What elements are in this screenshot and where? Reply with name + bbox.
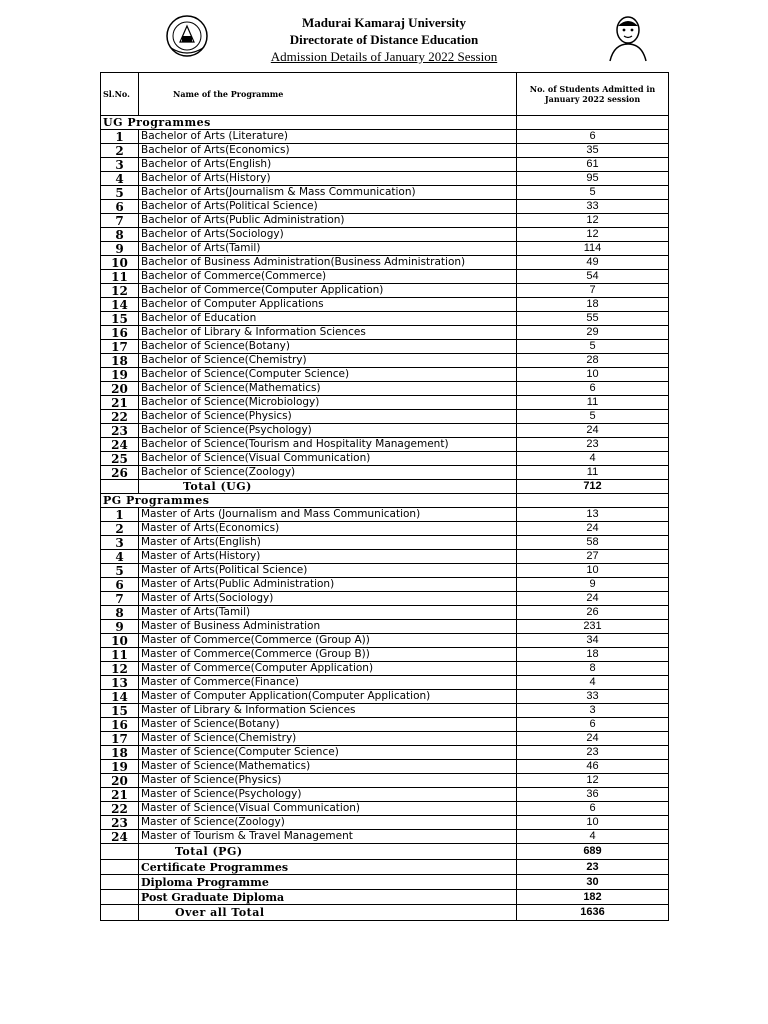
student-count-cell: 24 [517,522,669,536]
serial-number-cell: 10 [101,634,139,648]
student-count-cell: 6 [517,718,669,732]
pg-programme-row [101,634,669,648]
student-count-cell: 61 [517,158,669,172]
student-count-cell: 7 [517,284,669,298]
serial-number-cell: 1 [101,508,139,522]
serial-number-cell: 8 [101,228,139,242]
serial-number-cell: 15 [101,704,139,718]
programme-name-cell: Master of Science(Physics) [139,774,517,788]
programme-name-cell: Bachelor of Science(Botany) [139,340,517,354]
programme-name-cell: Bachelor of Arts (Literature) [139,130,517,144]
programme-name-cell: Master of Science(Zoology) [139,816,517,830]
serial-number-cell: 23 [101,424,139,438]
student-count-cell: 28 [517,354,669,368]
ug-total-row [101,480,669,494]
programme-name-cell: Master of Arts(Sociology) [139,592,517,606]
programme-name-cell: Bachelor of Arts(Sociology) [139,228,517,242]
serial-number-cell: 10 [101,256,139,270]
ug-programme-row [101,326,669,340]
student-count-cell: 5 [517,410,669,424]
pg-programme-row [101,564,669,578]
ug-programme-row [101,452,669,466]
pg-programme-row [101,620,669,634]
serial-number-cell: 1 [101,130,139,144]
ug-programme-row [101,200,669,214]
serial-number-cell: 5 [101,564,139,578]
student-count-cell: 23 [517,860,669,875]
section-empty-cell [517,494,669,508]
student-count-cell: 12 [517,228,669,242]
serial-number-cell: 19 [101,368,139,382]
student-count-cell: 24 [517,424,669,438]
pg-programme-row [101,746,669,760]
student-count-cell: 5 [517,340,669,354]
student-count-cell: 46 [517,760,669,774]
serial-number-cell: 18 [101,746,139,760]
student-count-cell: 49 [517,256,669,270]
column-header-students: No. of Students Admitted in January 2022 session [517,73,669,116]
serial-number-cell: 14 [101,298,139,312]
table-header-row [101,73,669,116]
grand-total-row [101,905,669,921]
university-name: Madurai Kamaraj University [302,15,466,30]
student-count-cell: 6 [517,130,669,144]
programme-name-cell: Master of Science(Chemistry) [139,732,517,746]
programme-name-cell: Master of Arts(Public Administration) [139,578,517,592]
serial-number-cell: 26 [101,466,139,480]
programme-name-cell: Master of Business Administration [139,620,517,634]
other-programme-row [101,890,669,905]
ug-programme-row [101,256,669,270]
column-header-programme: Name of the Programme [139,73,517,116]
serial-number-cell: 24 [101,438,139,452]
serial-number-cell: 3 [101,536,139,550]
serial-number-cell: 3 [101,158,139,172]
pg-programme-row [101,718,669,732]
student-count-cell: 11 [517,396,669,410]
student-count-cell: 26 [517,606,669,620]
serial-number-cell: 7 [101,592,139,606]
serial-number-cell: 20 [101,774,139,788]
programme-name-cell: Bachelor of Commerce(Computer Application) [139,284,517,298]
student-count-cell: 18 [517,648,669,662]
student-count-cell: 10 [517,368,669,382]
programme-name-cell: Bachelor of Science(Physics) [139,410,517,424]
other-programme-row [101,875,669,890]
student-count-cell: 54 [517,270,669,284]
table-body [101,116,669,921]
programme-name-cell: Bachelor of Science(Visual Communication) [139,452,517,466]
section-empty-cell [517,116,669,130]
grand-total-label: Over all Total [139,905,517,921]
serial-number-cell: 6 [101,578,139,592]
serial-number-cell: 5 [101,186,139,200]
pg-programme-row [101,592,669,606]
student-count-cell: 24 [517,732,669,746]
programme-name-cell: Master of Science(Psychology) [139,788,517,802]
serial-number-cell: 24 [101,830,139,844]
session-title: Admission Details of January 2022 Session [270,49,498,64]
other-programme-row [101,860,669,875]
programme-name-cell: Master of Arts(History) [139,550,517,564]
student-count-cell: 13 [517,508,669,522]
programme-name-cell: Master of Arts (Journalism and Mass Communication) [139,508,517,522]
student-count-cell: 23 [517,438,669,452]
serial-number-cell: 13 [101,676,139,690]
student-count-cell: 4 [517,830,669,844]
programme-name-cell: Master of Library & Information Sciences [139,704,517,718]
serial-number-cell: 19 [101,760,139,774]
university-seal-icon [165,14,209,58]
student-count-cell: 4 [517,452,669,466]
total-empty-cell [101,480,139,494]
programme-name-cell: Master of Science(Botany) [139,718,517,732]
serial-number-cell: 11 [101,648,139,662]
total-empty-cell [101,844,139,860]
serial-number-cell: 9 [101,620,139,634]
serial-number-cell: 7 [101,214,139,228]
pg-programme-row [101,830,669,844]
serial-number-cell: 14 [101,690,139,704]
ug-programme-row [101,312,669,326]
programme-name-cell: Master of Commerce(Computer Application) [139,662,517,676]
serial-number-cell [101,890,139,905]
pg-total-label: Total (PG) [139,844,517,860]
serial-number-cell: 12 [101,662,139,676]
serial-number-cell: 2 [101,522,139,536]
programme-name-cell: Master of Tourism & Travel Management [139,830,517,844]
programme-name-cell: Bachelor of Science(Zoology) [139,466,517,480]
programme-name-cell: Post Graduate Diploma [139,890,517,905]
programme-name-cell: Bachelor of Business Administration(Business Administration) [139,256,517,270]
student-count-cell: 231 [517,620,669,634]
serial-number-cell: 21 [101,396,139,410]
ug-programme-row [101,186,669,200]
ug-programme-row [101,382,669,396]
student-count-cell: 8 [517,662,669,676]
ug-programme-row [101,242,669,256]
programme-name-cell: Master of Arts(English) [139,536,517,550]
programme-name-cell: Bachelor of Arts(English) [139,158,517,172]
ug-programme-row [101,340,669,354]
programme-name-cell: Master of Computer Application(Computer Application) [139,690,517,704]
programme-name-cell: Master of Science(Mathematics) [139,760,517,774]
grand-total-count: 1636 [517,905,669,921]
ug-programme-row [101,368,669,382]
ug-programme-row [101,410,669,424]
pg-programme-row [101,508,669,522]
pg-programme-row [101,774,669,788]
serial-number-cell: 9 [101,242,139,256]
pg-programme-row [101,760,669,774]
programme-name-cell: Diploma Programme [139,875,517,890]
student-count-cell: 33 [517,200,669,214]
serial-number-cell: 16 [101,718,139,732]
serial-number-cell: 23 [101,816,139,830]
student-count-cell: 10 [517,564,669,578]
ug-programme-row [101,144,669,158]
student-count-cell: 9 [517,578,669,592]
student-count-cell: 182 [517,890,669,905]
pg-programme-row [101,606,669,620]
student-count-cell: 3 [517,704,669,718]
programme-name-cell: Bachelor of Arts(Political Science) [139,200,517,214]
ug-programme-row [101,284,669,298]
programme-name-cell: Bachelor of Science(Tourism and Hospitality Management) [139,438,517,452]
section-heading-row [101,116,669,130]
pg-total-row [101,844,669,860]
programme-name-cell: Master of Commerce(Commerce (Group B)) [139,648,517,662]
serial-number-cell: 15 [101,312,139,326]
programme-name-cell: Master of Commerce(Finance) [139,676,517,690]
portrait-icon [606,14,650,62]
programme-name-cell: Bachelor of Science(Microbiology) [139,396,517,410]
document-header [0,14,768,65]
programme-name-cell: Bachelor of Arts(Public Administration) [139,214,517,228]
serial-number-cell: 17 [101,732,139,746]
pg-total-count: 689 [517,844,669,860]
ug-programme-row [101,130,669,144]
student-count-cell: 6 [517,802,669,816]
programme-name-cell: Bachelor of Commerce(Commerce) [139,270,517,284]
programme-name-cell: Master of Arts(Political Science) [139,564,517,578]
programme-name-cell: Master of Science(Computer Science) [139,746,517,760]
ug-programme-row [101,270,669,284]
serial-number-cell: 4 [101,550,139,564]
programme-name-cell: Bachelor of Library & Information Sciences [139,326,517,340]
student-count-cell: 55 [517,312,669,326]
programme-name-cell: Bachelor of Science(Chemistry) [139,354,517,368]
programme-name-cell: Bachelor of Education [139,312,517,326]
ug-programme-row [101,158,669,172]
serial-number-cell: 12 [101,284,139,298]
total-empty-cell [101,905,139,921]
section-heading-row [101,494,669,508]
student-count-cell: 6 [517,382,669,396]
student-count-cell: 58 [517,536,669,550]
programme-name-cell: Bachelor of Computer Applications [139,298,517,312]
pg-programme-row [101,648,669,662]
programme-name-cell: Bachelor of Arts(Economics) [139,144,517,158]
pg-programme-row [101,550,669,564]
programme-name-cell: Master of Science(Visual Communication) [139,802,517,816]
student-count-cell: 36 [517,788,669,802]
student-count-cell: 29 [517,326,669,340]
student-count-cell: 30 [517,875,669,890]
student-count-cell: 10 [517,816,669,830]
programme-name-cell: Bachelor of Arts(Tamil) [139,242,517,256]
directorate-name: Directorate of Distance Education [289,32,479,47]
ug-programme-row [101,396,669,410]
ug-total-label: Total (UG) [139,480,517,494]
pg-programme-row [101,578,669,592]
programme-name-cell: Bachelor of Science(Psychology) [139,424,517,438]
student-count-cell: 12 [517,214,669,228]
programme-name-cell: Master of Arts(Tamil) [139,606,517,620]
programme-name-cell: Bachelor of Science(Mathematics) [139,382,517,396]
ug-programme-row [101,214,669,228]
pg-section-heading: PG Programmes [101,494,517,508]
pg-programme-row [101,802,669,816]
serial-number-cell: 11 [101,270,139,284]
student-count-cell: 5 [517,186,669,200]
student-count-cell: 95 [517,172,669,186]
pg-programme-row [101,704,669,718]
programme-name-cell: Bachelor of Science(Computer Science) [139,368,517,382]
student-count-cell: 27 [517,550,669,564]
pg-programme-row [101,788,669,802]
programme-name-cell: Bachelor of Arts(History) [139,172,517,186]
pg-programme-row [101,816,669,830]
ug-programme-row [101,438,669,452]
pg-programme-row [101,522,669,536]
student-count-cell: 4 [517,676,669,690]
serial-number-cell [101,875,139,890]
student-count-cell: 12 [517,774,669,788]
student-count-cell: 114 [517,242,669,256]
ug-programme-row [101,172,669,186]
serial-number-cell: 6 [101,200,139,214]
serial-number-cell: 17 [101,340,139,354]
student-count-cell: 35 [517,144,669,158]
programme-name-cell: Master of Commerce(Commerce (Group A)) [139,634,517,648]
programme-name-cell: Master of Arts(Economics) [139,522,517,536]
student-count-cell: 18 [517,298,669,312]
ug-programme-row [101,298,669,312]
serial-number-cell: 22 [101,802,139,816]
serial-number-cell: 25 [101,452,139,466]
ug-section-heading: UG Programmes [101,116,517,130]
student-count-cell: 11 [517,466,669,480]
admissions-table [100,72,669,921]
serial-number-cell: 21 [101,788,139,802]
serial-number-cell: 22 [101,410,139,424]
ug-programme-row [101,466,669,480]
serial-number-cell: 4 [101,172,139,186]
programme-name-cell: Certificate Programmes [139,860,517,875]
ug-programme-row [101,228,669,242]
serial-number-cell: 8 [101,606,139,620]
ug-total-count: 712 [517,480,669,494]
student-count-cell: 23 [517,746,669,760]
ug-programme-row [101,354,669,368]
student-count-cell: 34 [517,634,669,648]
pg-programme-row [101,662,669,676]
serial-number-cell [101,860,139,875]
serial-number-cell: 18 [101,354,139,368]
programme-name-cell: Bachelor of Arts(Journalism & Mass Communication) [139,186,517,200]
pg-programme-row [101,676,669,690]
serial-number-cell: 20 [101,382,139,396]
pg-programme-row [101,690,669,704]
student-count-cell: 33 [517,690,669,704]
ug-programme-row [101,424,669,438]
column-header-sl-no: Sl.No. [101,73,139,116]
serial-number-cell: 16 [101,326,139,340]
pg-programme-row [101,536,669,550]
student-count-cell: 24 [517,592,669,606]
pg-programme-row [101,732,669,746]
serial-number-cell: 2 [101,144,139,158]
